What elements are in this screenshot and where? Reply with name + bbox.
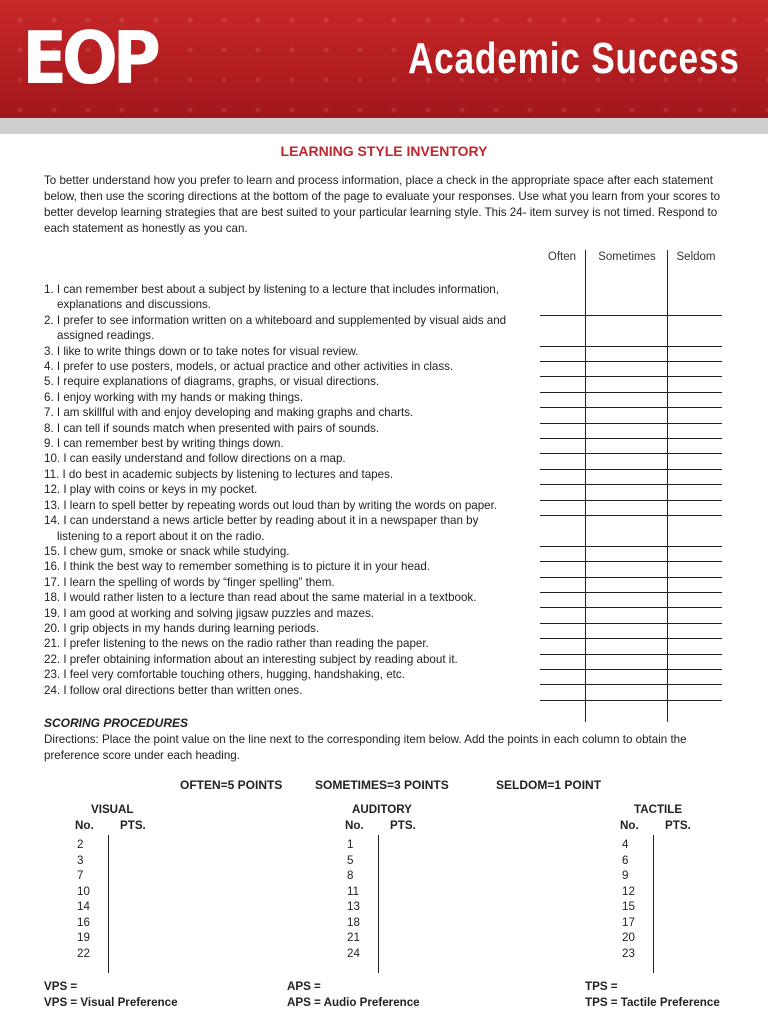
survey-item xyxy=(44,451,544,466)
survey-item xyxy=(44,405,544,420)
column-header-seldom: Seldom xyxy=(676,251,716,263)
survey-item xyxy=(44,513,544,544)
item-number: 3 xyxy=(77,853,84,867)
response-line[interactable] xyxy=(540,376,722,377)
item-numbers xyxy=(347,837,360,961)
item-number: 5 xyxy=(347,853,354,867)
score-entry-line[interactable] xyxy=(378,835,379,973)
survey-item-text: 21. I prefer listening to the news on the radio rather than reading the paper. xyxy=(44,637,429,651)
survey-item xyxy=(44,344,544,359)
survey-item-text: 24. I follow oral directions better than written ones. xyxy=(44,683,303,697)
no-header: No. xyxy=(620,819,639,832)
item-number: 6 xyxy=(622,853,629,867)
survey-item-text: 23. I feel very comfortable touching others, hugging, handshaking, etc. xyxy=(44,668,405,682)
item-numbers xyxy=(77,837,90,961)
survey-item-text: 5. I require explanations of diagrams, graphs, or visual directions. xyxy=(44,375,380,389)
survey-item xyxy=(44,559,544,574)
scoring-title: SCORING PROCEDURES xyxy=(44,716,189,730)
survey-item-text: 17. I learn the spelling of words by “finger spelling” them. xyxy=(44,575,335,589)
survey-item xyxy=(44,313,544,344)
survey-item-text: 10. I can easily understand and follow directions on a map. xyxy=(44,452,346,466)
response-line[interactable] xyxy=(540,623,722,624)
response-line[interactable] xyxy=(540,500,722,501)
survey-item xyxy=(44,498,544,513)
item-number: 23 xyxy=(622,946,635,960)
survey-item-text: 19. I am good at working and solving jigsaw puzzles and mazes. xyxy=(44,606,374,620)
survey-item-text: 15. I chew gum, smoke or snack while studying. xyxy=(44,544,290,558)
survey-item-text: 7. I am skillful with and enjoy developing and making graphs and charts. xyxy=(44,406,414,420)
survey-item xyxy=(44,359,544,374)
eop-logo: EOP xyxy=(22,16,156,100)
header-divider-band xyxy=(0,118,768,134)
aps-score-field[interactable]: APS = xyxy=(287,980,321,993)
tps-score-field[interactable]: TPS = xyxy=(585,980,618,993)
vps-legend: VPS = Visual Preference xyxy=(44,996,178,1009)
item-number: 9 xyxy=(622,869,629,882)
item-number: 20 xyxy=(622,931,635,944)
item-number: 16 xyxy=(77,915,90,929)
survey-item-text: 16. I think the best way to remember something is to picture it in your head. xyxy=(44,560,431,574)
response-line[interactable] xyxy=(540,469,722,470)
tps-legend: TPS = Tactile Preference xyxy=(585,996,720,1009)
points-often: OFTEN=5 POINTS xyxy=(180,778,283,792)
no-header: No. xyxy=(75,819,94,832)
survey-item xyxy=(44,436,544,451)
item-number: 10 xyxy=(77,884,90,898)
pts-header: PTS. xyxy=(665,819,691,832)
response-line[interactable] xyxy=(540,654,722,655)
item-number: 17 xyxy=(622,915,635,929)
response-line[interactable] xyxy=(540,700,722,701)
response-line[interactable] xyxy=(540,638,722,639)
survey-item-text: 8. I can tell if sounds match when presented with pairs of sounds. xyxy=(44,421,380,435)
response-line[interactable] xyxy=(540,515,722,516)
audio-preference-score xyxy=(287,979,420,1011)
survey-item xyxy=(44,544,544,559)
column-header-often: Often xyxy=(547,251,577,263)
response-line[interactable] xyxy=(540,684,722,685)
survey-item-text: 13. I learn to spell better by repeating words out loud than by writing the words on paper. xyxy=(44,498,498,512)
item-number: 13 xyxy=(347,900,360,913)
response-line[interactable] xyxy=(540,346,722,347)
response-line[interactable] xyxy=(540,438,722,439)
survey-item xyxy=(44,390,544,405)
no-header: No. xyxy=(345,819,364,832)
survey-item-text: 14. I can understand a news article better by reading about it in a newspaper than by xyxy=(44,514,479,528)
response-line[interactable] xyxy=(540,484,722,485)
item-number: 8 xyxy=(347,869,354,882)
document-title: LEARNING STYLE INVENTORY xyxy=(280,143,488,159)
survey-item-text: 4. I prefer to use posters, models, or actual practice and other activities in class. xyxy=(44,360,454,374)
pts-header: PTS. xyxy=(390,819,416,832)
item-number: 18 xyxy=(347,915,360,929)
survey-item-text-continued: explanations and discussions. xyxy=(57,298,212,312)
item-number: 22 xyxy=(77,946,90,960)
survey-item xyxy=(44,282,544,313)
points-seldom: SELDOM=1 POINT xyxy=(496,778,602,792)
group-title: AUDITORY xyxy=(352,803,412,816)
survey-item xyxy=(44,421,544,436)
grid-divider-sometimes-seldom xyxy=(667,250,668,722)
response-line[interactable] xyxy=(540,392,722,393)
survey-item-text: 12. I play with coins or keys in my pocket. xyxy=(44,483,258,497)
group-title: VISUAL xyxy=(91,803,134,816)
aps-legend: APS = Audio Preference xyxy=(287,996,420,1009)
survey-item-text-continued: assigned readings. xyxy=(57,329,155,343)
survey-item-text-continued: listening to a report about it on the radio. xyxy=(57,529,265,543)
response-line[interactable] xyxy=(540,423,722,424)
survey-item xyxy=(44,467,544,482)
survey-item-text: 22. I prefer obtaining information about an interesting subject by reading about it. xyxy=(44,652,458,666)
item-number: 4 xyxy=(622,838,629,851)
survey-item xyxy=(44,590,544,605)
survey-item-text: 18. I would rather listen to a lecture than read about the same material in a textbook. xyxy=(44,591,477,605)
visual-preference-score xyxy=(44,979,178,1011)
score-entry-line[interactable] xyxy=(108,835,109,973)
pts-header: PTS. xyxy=(120,819,146,832)
tactile-preference-score xyxy=(585,979,720,1011)
survey-item xyxy=(44,636,544,651)
points-sometimes: SOMETIMES=3 POINTS xyxy=(315,778,449,792)
survey-item-text: 6. I enjoy working with my hands or making things. xyxy=(44,390,304,404)
response-line[interactable] xyxy=(540,561,722,562)
item-number: 2 xyxy=(77,838,84,851)
response-line[interactable] xyxy=(540,453,722,454)
survey-item xyxy=(44,652,544,667)
column-header-sometimes: Sometimes xyxy=(598,251,656,263)
response-line[interactable] xyxy=(540,607,722,608)
survey-item xyxy=(44,575,544,590)
response-line[interactable] xyxy=(540,315,722,316)
survey-item xyxy=(44,667,544,682)
page-header xyxy=(0,0,768,118)
survey-item-list xyxy=(44,282,544,698)
item-number: 14 xyxy=(77,900,90,913)
survey-item xyxy=(44,374,544,389)
survey-item-text: 9. I can remember best by writing things down. xyxy=(44,437,284,451)
survey-item-text: 1. I can remember best about a subject by listening to a lecture that includes information, xyxy=(44,283,499,296)
response-line[interactable] xyxy=(540,361,722,362)
scoring-directions: Directions: Place the point value on the line next to the corresponding item below. Add the points in each column to obtain the preference score under each heading. xyxy=(44,733,687,762)
item-number: 24 xyxy=(347,946,360,960)
item-numbers xyxy=(622,837,635,961)
score-entry-line[interactable] xyxy=(653,835,654,973)
response-line[interactable] xyxy=(540,407,722,408)
survey-item xyxy=(44,606,544,621)
survey-item-text: 20. I grip objects in my hands during learning periods. xyxy=(44,621,320,635)
item-number: 1 xyxy=(347,838,354,851)
survey-item xyxy=(44,683,544,698)
item-number: 12 xyxy=(622,884,635,898)
item-number: 11 xyxy=(347,884,360,898)
intro-paragraph: To better understand how you prefer to learn and process information, place a check in the appropriate space after each statement below, then use the scoring directions at the bottom of the page to evaluate your responses. Use what you learn from your scores to better develop learning strategies that are best suited to your particular learning style. This 24- item survey is not timed. Respond to each statement as honestly as you can. xyxy=(44,174,721,235)
header-title: Academic Success xyxy=(408,34,740,83)
item-number: 19 xyxy=(77,931,90,944)
group-title: TACTILE xyxy=(634,803,683,816)
survey-item-text: 2. I prefer to see information written on a whiteboard and supplemented by visual aids and xyxy=(44,313,507,327)
vps-score-field[interactable]: VPS = xyxy=(44,980,78,993)
item-number: 21 xyxy=(347,931,360,944)
survey-item-text: 11. I do best in academic subjects by listening to lectures and tapes. xyxy=(44,467,394,481)
survey-item-text: 3. I like to write things down or to take notes for visual review. xyxy=(44,344,359,358)
response-line[interactable] xyxy=(540,577,722,578)
survey-item xyxy=(44,621,544,636)
grid-divider-often-sometimes xyxy=(585,250,586,722)
item-number: 15 xyxy=(622,900,635,913)
survey-item xyxy=(44,482,544,497)
response-line[interactable] xyxy=(540,592,722,593)
item-number: 7 xyxy=(77,869,84,882)
response-line[interactable] xyxy=(540,669,722,670)
response-line[interactable] xyxy=(540,546,722,547)
